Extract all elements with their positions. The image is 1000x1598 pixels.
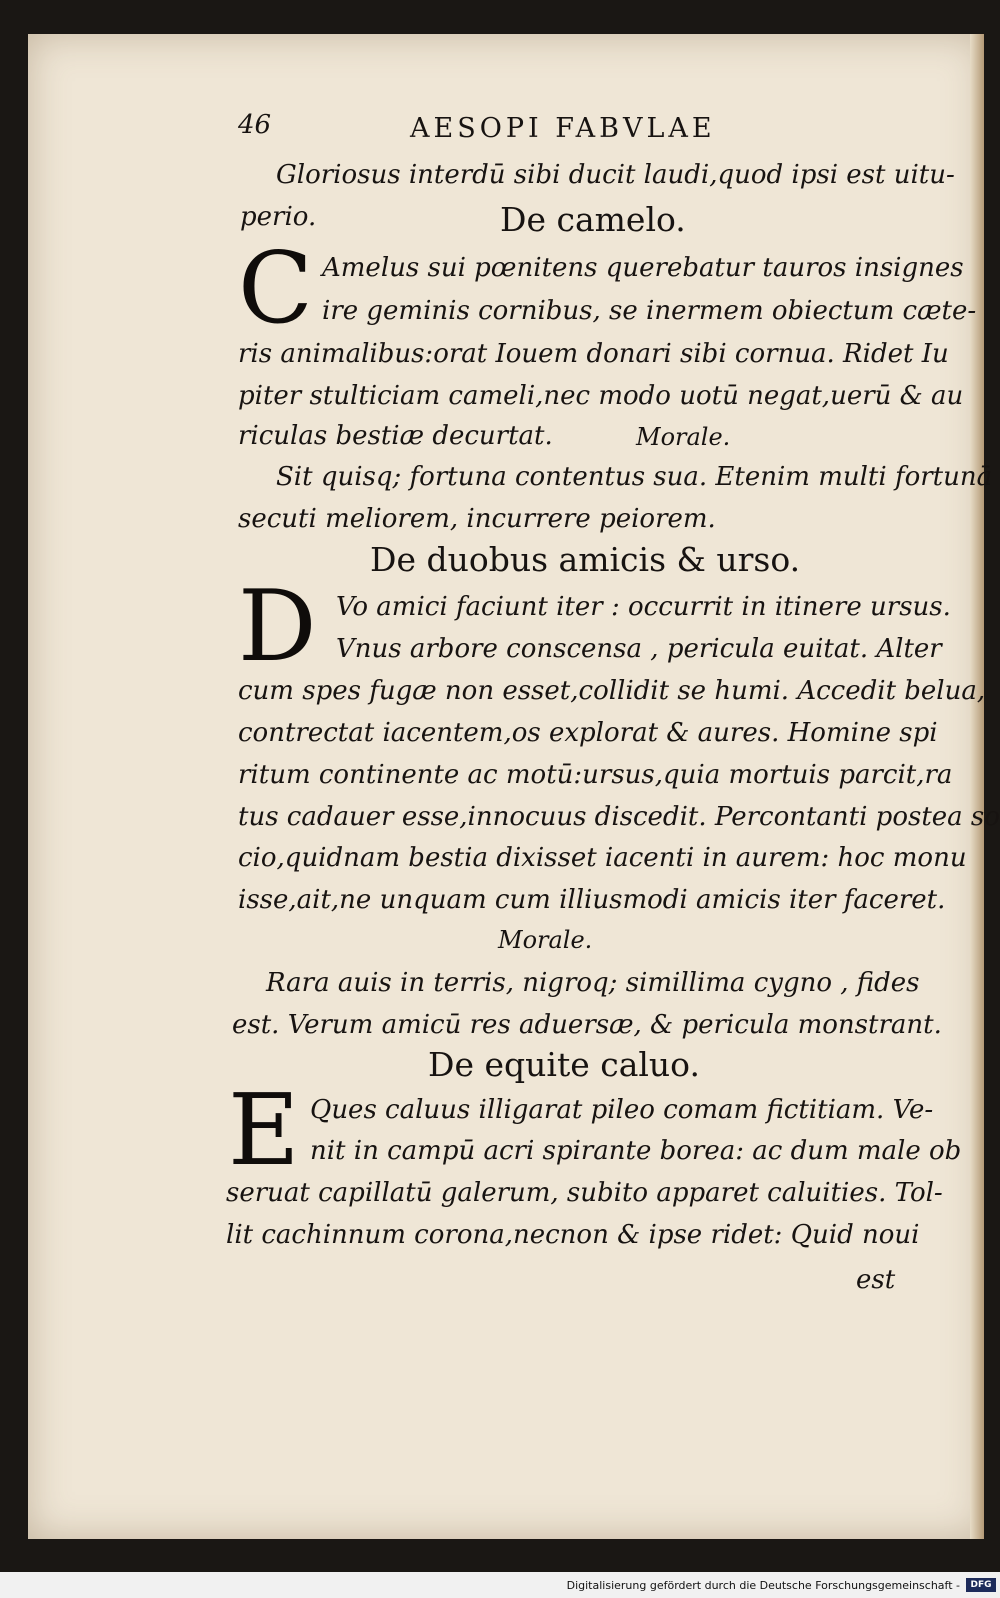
text-line: lit cachinnum corona,necnon & ipse ridet: Quid noui — [226, 1220, 920, 1250]
text-line: secuti meliorem, incurrere peiorem. — [238, 504, 716, 534]
text-line: Vnus arbore conscensa , pericula euitat. Alter — [336, 634, 942, 664]
text-line: cum spes fugæ non esset,collidit se humi. Accedit belua, — [238, 676, 986, 706]
drop-cap: E — [228, 1074, 300, 1188]
text-line: isse,ait,ne unquam cum illiusmodi amicis iter faceret. — [238, 885, 946, 915]
text-line: Rara auis in terris, nigroq; simillima cygno , fides — [266, 968, 920, 998]
text-line: ire geminis cornibus, se inermem obiectum cæte- — [322, 296, 977, 326]
text-line: est. Verum amicū res aduersæ, & pericula monstrant. — [232, 1010, 942, 1040]
footer-text: Digitalisierung gefördert durch die Deutsche Forschungsgemeinschaft - — [566, 1579, 960, 1592]
morale-label: Morale. — [498, 926, 593, 954]
text-line: ris animalibus:orat Iouem donari sibi cornua. Ridet Iu — [238, 339, 949, 369]
text-line: Vo amici faciunt iter : occurrit in itinere ursus. — [336, 592, 951, 622]
fable-title: De camelo. — [500, 200, 686, 239]
footer-bar — [0, 1572, 1000, 1598]
text-line: seruat capillatū galerum, subito apparet caluities. Tol- — [226, 1178, 943, 1208]
text-line: Amelus sui pœnitens querebatur tauros insignes — [322, 253, 964, 283]
text-line: Sit quisq; fortuna contentus sua. Etenim multi fortunā — [276, 462, 993, 492]
text-line: contrectat iacentem,os explorat & aures. Homine spi — [238, 718, 938, 748]
drop-cap: D — [238, 570, 317, 684]
page-edge — [970, 34, 984, 1539]
text-line: Ques caluus illigarat pileo comam fictitiam. Ve- — [310, 1095, 934, 1125]
text-line: piter stulticiam cameli,nec modo uotū negat,uerū & au — [238, 381, 964, 411]
text-line: ritum continente ac motū:ursus,quia mortuis parcit,ra — [238, 760, 953, 790]
running-head: AESOPI FABVLAE — [410, 113, 716, 144]
text-line: riculas bestiæ decurtat. — [238, 421, 553, 451]
text-line: nit in campū acri spirante borea: ac dum male ob — [310, 1136, 962, 1166]
text-line: Gloriosus interdū sibi ducit laudi,quod ipsi est uitu- — [276, 160, 955, 190]
drop-cap: C — [238, 232, 313, 346]
morale-label: Morale. — [636, 423, 731, 451]
text-line: cio,quidnam bestia dixisset iacenti in aurem: hoc monu — [238, 843, 967, 873]
fable-title: De duobus amicis & urso. — [370, 540, 801, 579]
page-number: 46 — [238, 110, 272, 140]
text-line: tus cadauer esse,innocuus discedit. Percontanti postea so — [238, 802, 1000, 832]
dfg-logo-icon: DFG — [966, 1578, 996, 1592]
text-line: perio. — [240, 202, 317, 232]
catchword: est — [856, 1265, 896, 1295]
fable-title: De equite caluo. — [428, 1045, 700, 1084]
